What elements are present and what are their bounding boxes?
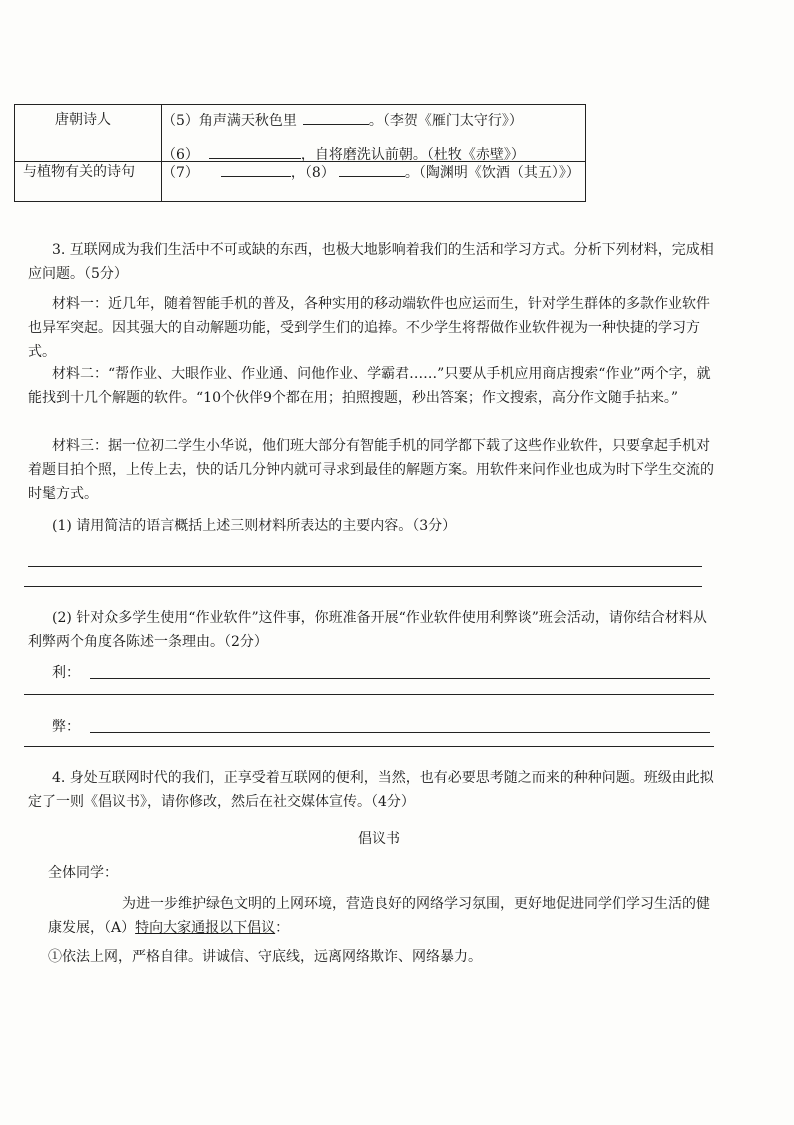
con-label: 弊：	[52, 719, 80, 735]
material-3: 材料三：据一位初二学生小华说，他们班大部分有智能手机的同学都下载了这些作业软件，只要拿起手机对着题目拍个照，上传上去，快的话几分钟内就可寻求到最佳的解题方案。用软件来问作业也成为时下学生交流的时髦方式。	[28, 438, 714, 502]
poem-source: 。（李贺《雁门太守行》）	[368, 113, 523, 129]
body-text: ：	[275, 920, 290, 936]
answer-line[interactable]	[28, 566, 702, 567]
proposal-title: 倡议书	[358, 831, 400, 847]
poem-text: ，自将磨洗认前朝。（杜牧《赤壁》）	[300, 147, 525, 163]
pro-answer-line[interactable]	[90, 678, 710, 679]
poem-source: 。（陶渊明《饮酒（其五）》）	[404, 165, 580, 181]
answer-blank[interactable]	[303, 112, 369, 125]
answer-blank[interactable]	[339, 164, 405, 177]
row1-category: 唐朝诗人	[55, 112, 111, 128]
con-answer-line[interactable]	[90, 732, 710, 733]
item-number: （5）	[162, 113, 199, 129]
sub-question-2: (2) 针对众多学生使用“作业软件”这件事，你班准备开展“作业软件使用利弊谈”班会活动，请你结合材料从利弊两个角度各陈述一条理由。（2分）	[28, 610, 707, 650]
material-1: 材料一：近几年，随着智能手机的普及，各种实用的移动端软件也应运而生，针对学生群体的多款作业软件也异军突起。因其强大的自动解题功能，受到学生们的追捧。不少学生将帮做作业软件视为一种快捷的学习方式。	[28, 296, 710, 360]
answer-blank[interactable]	[221, 164, 291, 177]
table-line-5	[162, 110, 523, 130]
answer-line[interactable]	[24, 694, 714, 695]
proposal-salutation: 全体同学：	[48, 865, 118, 881]
item-number: （7）	[162, 165, 199, 181]
table-line-7	[162, 162, 580, 182]
proposal-item-1: ①依法上网，严格自律。讲诚信、守底线，远离网络欺诈、网络暴力。	[48, 949, 482, 965]
sub-question-1: (1) 请用简洁的语言概括上述三则材料所表达的主要内容。（3分）	[52, 518, 457, 534]
marked-sentence-a: 特向大家通报以下倡议	[135, 920, 276, 936]
answer-blank[interactable]	[209, 146, 301, 159]
table-line-6	[162, 144, 525, 164]
body-text: 为进一步维护绿色文明的上网环境，营造良好的网络学习氛围，更好地促进同学们学习生活的健康发展，（A）	[48, 896, 710, 936]
answer-line[interactable]	[24, 746, 714, 747]
question-4-intro: 4. 身处互联网时代的我们，正享受着互联网的便利，当然，也有必要思考随之而来的种种问题。班级由此拟定了一则《倡议书》，请你修改，然后在社交媒体宣传。（4分）	[28, 770, 714, 810]
question-3-intro: 3. 互联网成为我们生活中不可或缺的东西，也极大地影响着我们的生活和学习方式。分析下列材料，完成相应问题。（5分）	[28, 242, 714, 282]
poem-text: 角声满天秋色里	[198, 113, 297, 129]
answer-line[interactable]	[24, 586, 702, 587]
row2-category: 与植物有关的诗句	[23, 164, 135, 180]
pro-label: 利：	[52, 665, 80, 681]
proposal-body	[48, 892, 712, 940]
material-2: 材料二：“帮作业、大眼作业、作业通、问他作业、学霸君……”只要从手机应用商店搜索“作业”两个字，就能找到十几个解题的软件。“10个伙伴9个都在用；拍照搜题，秒出答案；作文搜索，高分作文随手拈来。”	[28, 366, 711, 406]
poem-text: ，（8）	[290, 165, 335, 181]
item-number: （6）	[162, 147, 199, 163]
